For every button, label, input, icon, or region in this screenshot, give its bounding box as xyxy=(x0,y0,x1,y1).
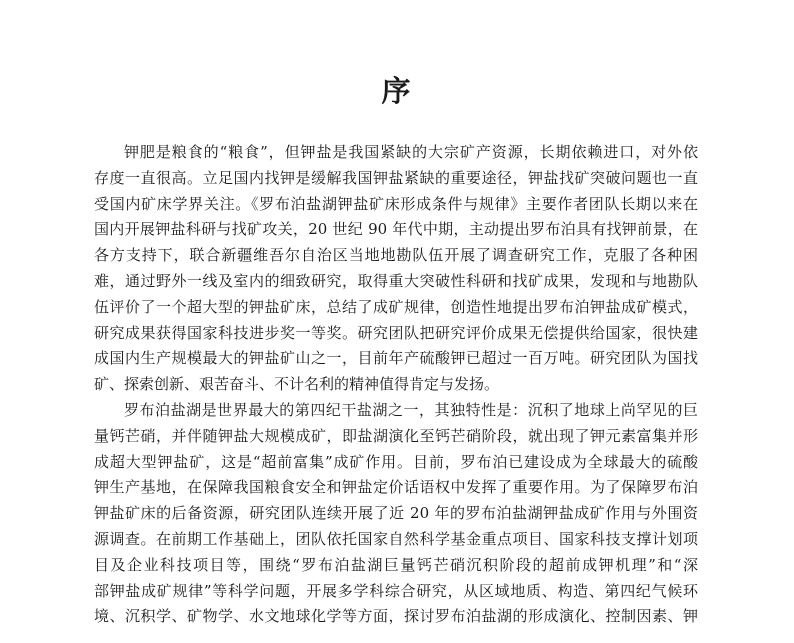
paragraph-2-line-9: 境、沉积学、矿物学、水文地球化学等方面，探讨罗布泊盐湖的形成演化、控制因素、钾 xyxy=(94,607,698,626)
paragraph-2-line-7: 目及企业科技项目等，围绕“罗布泊盐湖巨量钙芒硝沉积阶段的超前成钾机理”和“深 xyxy=(94,555,698,574)
paragraph-2-line-1: 罗布泊盐湖是世界最大的第四纪干盐湖之一，其独特性是：沉积了地球上尚罕见的巨 xyxy=(124,400,698,419)
paragraph-2-line-6: 源调查。在前期工作基础上，团队依托国家自然科学基金重点项目、国家科技支撑计划项 xyxy=(94,529,698,548)
paragraph-1-line-7: 伍评价了一个超大型的钾盐矿床，总结了成矿规律，创造性地提出罗布泊钾盐成矿模式， xyxy=(94,297,698,316)
page-title: 序 xyxy=(381,74,413,108)
paragraph-2-line-8: 部钾盐成矿规律”等科学问题，开展多学科综合研究，从区域地质、构造、第四纪气候环 xyxy=(94,581,698,600)
paragraph-1-line-5: 各方支持下，联合新疆维吾尔自治区当地地勘队伍开展了调查研究工作，克服了各种困 xyxy=(94,246,698,265)
paragraph-1-line-8: 研究成果获得国家科技进步奖一等奖。研究团队把研究评价成果无偿提供给国家，很快建 xyxy=(94,323,698,342)
paragraph-1-line-6: 难，通过野外一线及室内的细致研究，取得重大突破性科研和找矿成果，发现和与地勘队 xyxy=(94,271,698,290)
paragraph-1-line-10: 矿、探索创新、艰苦奋斗、不计名利的精神值得肯定与发扬。 xyxy=(94,375,500,394)
paragraph-1-line-1: 钾肥是粮食的“粮食”，但钾盐是我国紧缺的大宗矿产资源，长期依赖进口，对外依 xyxy=(124,143,698,161)
body-text xyxy=(94,140,698,630)
paragraph-1-line-3: 受国内矿床学界关注。《罗布泊盐湖钾盐矿床形成条件与规律》主要作者团队长期以来在 xyxy=(94,194,698,213)
paragraph-2-line-3: 成超大型钾盐矿，这是“超前富集”成矿作用。目前，罗布泊已建设成为全球最大的硫酸 xyxy=(94,452,698,471)
paragraph-2-line-5: 钾盐矿床的后备资源，研究团队连续开展了近 20 年的罗布泊盐湖钾盐成矿作用与外围资 xyxy=(94,504,698,523)
paragraph-1-line-4: 国内开展钾盐科研与找矿攻关，20 世纪 90 年代中期，主动提出罗布泊具有找钾前景，在 xyxy=(94,220,698,239)
paragraph-2-line-4: 钾生产基地，在保障我国粮食安全和钾盐定价话语权中发挥了重要作用。为了保障罗布泊 xyxy=(94,478,698,497)
paragraph-1-line-9: 成国内生产规模最大的钾盐矿山之一，目前年产硫酸钾已超过一百万吨。研究团队为国找 xyxy=(94,349,698,368)
paragraph-1-line-2: 存度一直很高。立足国内找钾是缓解我国钾盐紧缺的重要途径，钾盐找矿突破问题也一直 xyxy=(94,168,698,187)
paragraph-2-line-2: 量钙芒硝，并伴随钾盐大规模成矿，即盐湖演化至钙芒硝阶段，就出现了钾元素富集并形 xyxy=(94,426,698,445)
